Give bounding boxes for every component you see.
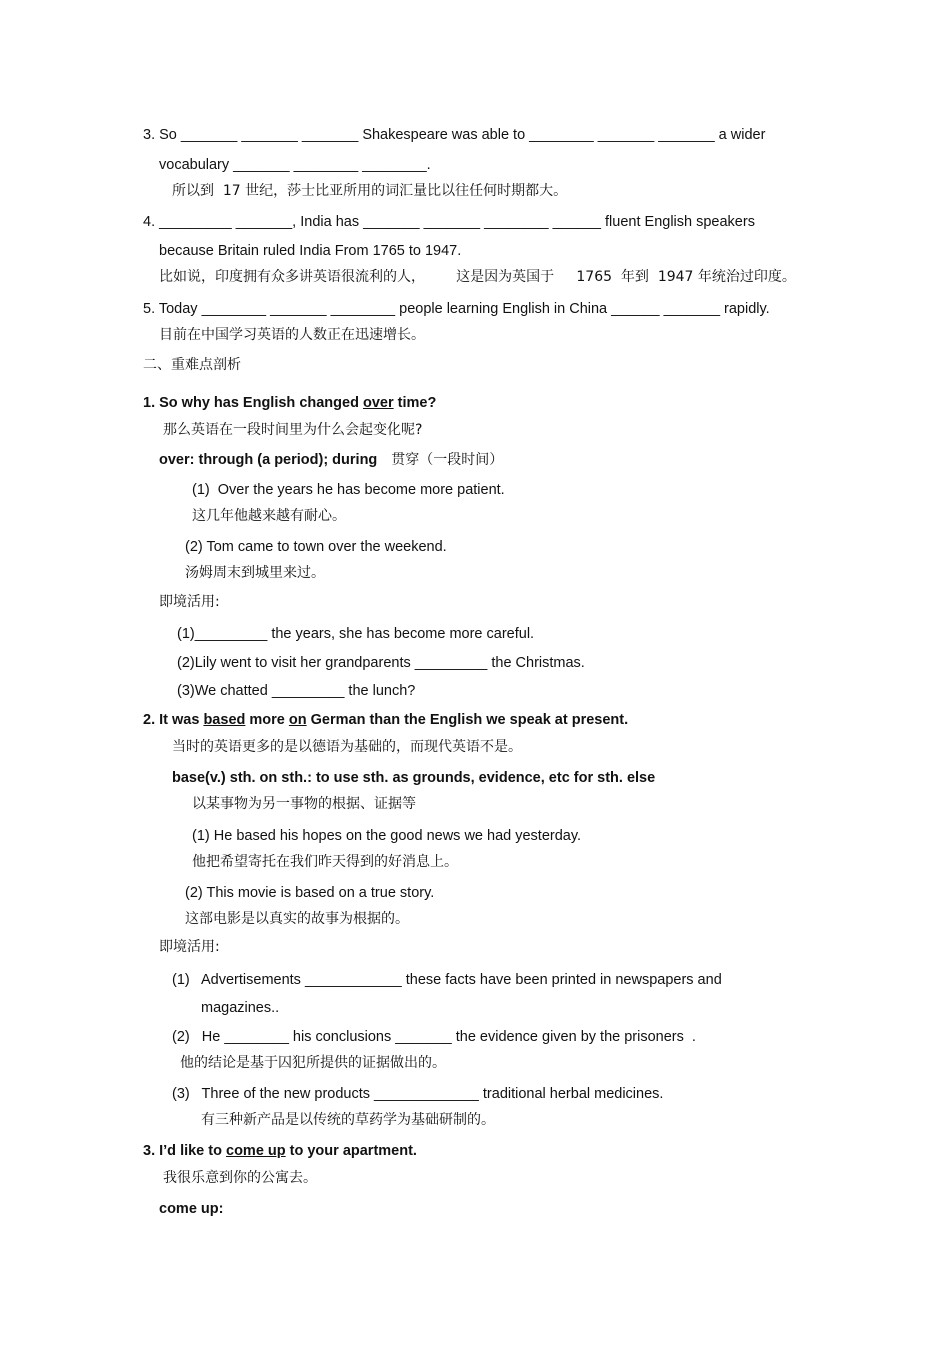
point2-sentence: 2. It was based more on German than the English we speak at present. — [143, 712, 629, 728]
point3-keyword: come up — [226, 1143, 286, 1159]
point2-example2: (2) This movie is based on a true story. — [185, 885, 435, 901]
point3-sentence: 3. I’d like to come up to your apartment. — [143, 1143, 417, 1159]
point1-definition: over: through (a period); during 贯穿（一段时间） — [159, 452, 504, 468]
point2-example2-translation: 这部电影是以真实的故事为根据的。 — [185, 911, 409, 927]
point1-example2: (2) Tom came to town over the weekend. — [185, 539, 447, 555]
section-title: 二、重难点剖析 — [143, 357, 241, 373]
item5-line1: 5. Today ________ _______ ________ people learning English in China ______ _______ rapidly. — [143, 301, 770, 317]
item4-line2: because Britain ruled India From 1765 to 1947. — [159, 243, 462, 259]
point2-translation: 当时的英语更多的是以德语为基础的，而现代英语不是。 — [172, 739, 522, 755]
item5-translation: 目前在中国学习英语的人数正在迅速增长。 — [159, 327, 425, 343]
point2-example1-translation: 他把希望寄托在我们昨天得到的好消息上。 — [192, 854, 458, 870]
point3-definition: come up: — [159, 1201, 224, 1217]
item4-translation: 比如说，印度拥有众多讲英语很流利的人， 这是因为英国于 1765 年到 1947 年统治过印度。 — [159, 269, 796, 285]
point1-translation: 那么英语在一段时间里为什么会起变化呢? — [163, 422, 423, 438]
point2-practice-3-translation: 有三种新产品是以传统的草药学为基础研制的。 — [201, 1112, 495, 1128]
item3-translation: 所以到 17 世纪，莎士比亚所用的词汇量比以往任何时期都大。 — [172, 183, 568, 199]
point1-practice-title: 即境活用: — [159, 594, 220, 610]
point2-example1: (1) He based his hopes on the good news we had yesterday. — [192, 828, 582, 844]
point2-practice-2: (2) He ________ his conclusions _______ the evidence given by the prisoners . — [172, 1029, 696, 1045]
point2-practice-1-cont: magazines.. — [201, 1000, 280, 1016]
point2-definition-translation: 以某事物为另一事物的根据、证据等 — [192, 796, 416, 812]
point1-practice-3: (3)We chatted _________ the lunch? — [177, 683, 416, 699]
point2-practice-title: 即境活用: — [159, 939, 220, 955]
point1-sentence: 1. So why has English changed over time? — [143, 395, 437, 411]
point2-practice-1: (1) Advertisements ____________ these facts have been printed in newspapers and — [172, 972, 722, 988]
point2-keyword-on: on — [288, 712, 307, 728]
item3-line1: 3. So _______ _______ _______ Shakespeare was able to ________ _______ _______ a wider — [143, 127, 766, 143]
point1-example1-translation: 这几年他越来越有耐心。 — [192, 508, 346, 524]
point1-practice-2: (2)Lily went to visit her grandparents _________ the Christmas. — [177, 655, 585, 671]
point2-definition: base(v.) sth. on sth.: to use sth. as grounds, evidence, etc for sth. else — [172, 770, 656, 786]
point2-practice-3: (3) Three of the new products _____________ traditional herbal medicines. — [172, 1086, 664, 1102]
item3-line2: vocabulary _______ ________ ________. — [159, 157, 431, 173]
point1-example1: (1) Over the years he has become more patient. — [192, 482, 505, 498]
point1-keyword: over — [362, 395, 394, 411]
point1-example2-translation: 汤姆周末到城里来过。 — [185, 565, 325, 581]
point1-practice-1: (1)_________ the years, she has become more careful. — [177, 626, 535, 642]
point2-practice-2-translation: 他的结论是基于囚犯所提供的证据做出的。 — [180, 1055, 446, 1071]
item4-line1: 4. _________ _______, India has _______ _______ ________ ______ fluent English speakers — [143, 214, 755, 230]
point2-keyword-based: based — [203, 712, 246, 728]
point3-translation: 我很乐意到你的公寓去。 — [163, 1170, 317, 1186]
